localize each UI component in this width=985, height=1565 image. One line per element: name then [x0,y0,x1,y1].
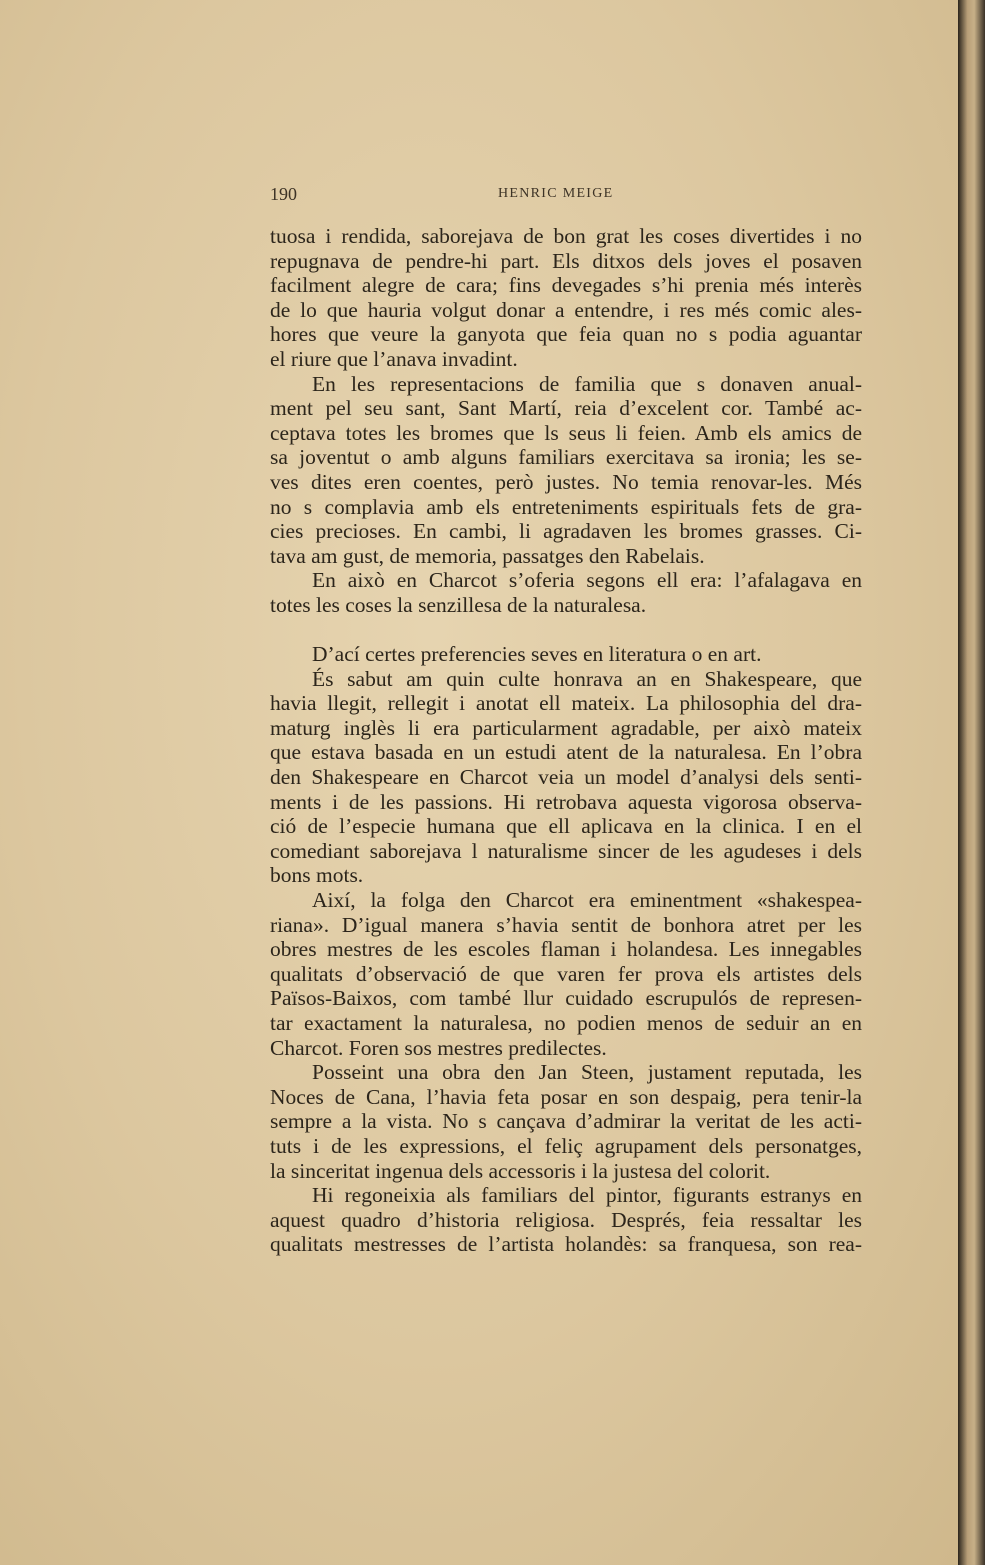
text-line: la sinceritat ingenua dels accessoris i la justesa del colorit. [270,1158,771,1183]
text-line: tuts i de les expressions, el feliç agrupament dels personatges, [270,1133,862,1158]
text-line: ceptava totes les bromes que ls seus li feien. Amb els amics de [270,420,862,445]
text-line: És sabut am quin culte honrava an en Shakespeare, que [312,666,862,691]
text-line: repugnava de pendre-hi part. Els ditxos dels joves el posaven [270,248,862,273]
text-line: Charcot. Foren sos mestres predilectes. [270,1035,607,1060]
text-line: qualitats mestresses de l’artista holandès: sa franquesa, son rea- [270,1232,862,1257]
text-line: comediant saborejava l naturalisme sincer de les agudeses i dels [270,838,862,863]
text-line: havia llegit, rellegit i anotat ell mateix. La philosophia del dra- [270,691,862,716]
text-line: ves dites eren coentes, però justes. No temia renovar-les. Més [270,469,862,494]
text-line: D’ací certes preferencies seves en literatura o en art. [312,642,762,667]
text-line: maturg inglès li era particularment agradable, per això mateix [270,715,862,740]
text-line: cies precioses. En cambi, li agradaven les bromes grasses. Ci- [270,519,862,544]
text-line: no s complavia amb els entreteniments espirituals fets de gra- [270,494,862,519]
page-header [270,178,862,208]
text-line: que estava basada en un estudi atent de la naturalesa. En l’obra [270,740,862,765]
text-line: de lo que hauria volgut donar a entendre, i res més comic ales- [270,297,862,322]
text-line: facilment alegre de cara; fins devegades s’hi prenia més interès [270,273,862,298]
text-line: bons mots. [270,863,364,888]
text-line: riana». D’igual manera s’havia sentit de bonhora atret per les [270,912,862,937]
text-line: tuosa i rendida, saborejava de bon grat les coses divertides i no [270,224,862,248]
book-spine-edge [958,0,985,1565]
text-line: En això en Charcot s’oferia segons ell era: l’afalagava en [312,568,862,593]
text-line: Posseint una obra den Jan Steen, justament reputada, les [312,1060,862,1085]
text-line: qualitats d’observació de que varen fer prova els artistes dels [270,961,862,986]
text-line: tava am gust, de memoria, passatges den Rabelais. [270,543,705,568]
body-text [270,224,862,1257]
text-line: Hi regoneixia als familiars del pintor, figurants estranys en [312,1183,862,1208]
text-line: Països-Baixos, com també llur cuidado escrupulós de represen- [270,986,862,1011]
text-line: obres mestres de les escoles flaman i holandesa. Les innegables [270,937,862,962]
text-line: tar exactament la naturalesa, no podien menos de seduir an en [270,1011,862,1035]
page-number: 190 [270,184,297,204]
blank-line [270,618,862,643]
text-line: Noces de Cana, l’havia feta posar en son despaig, pera tenir-la [270,1084,862,1109]
text-line: sempre a la vista. No s cançava d’admirar la veritat de les acti- [270,1109,862,1134]
text-line: En les representacions de familia que s donaven anual- [312,371,862,396]
text-line: totes les coses la senzillesa de la naturalesa. [270,592,647,617]
running-head: HENRIC MEIGE [498,186,614,201]
text-line: den Shakespeare en Charcot veia un model d’analysi dels senti- [270,765,862,790]
text-line: ment pel seu sant, Sant Martí, reia d’excelent cor. També ac- [270,396,862,421]
text-line: sa joventut o amb alguns familiars exercitava sa ironia; les se- [270,445,862,470]
text-line: ció de l’especie humana que ell aplicava en la clinica. I en el [270,814,862,839]
text-line: aquest quadro d’historia religiosa. Després, feia ressaltar les [270,1207,862,1232]
text-line: hores que veure la ganyota que feia quan no s podia aguantar [270,322,862,347]
text-line: Així, la folga den Charcot era eminentment «shakespea- [312,888,862,913]
text-line: el riure que l’anava invadint. [270,346,518,371]
text-line: ments i de les passions. Hi retrobava aquesta vigorosa observa- [270,789,862,814]
